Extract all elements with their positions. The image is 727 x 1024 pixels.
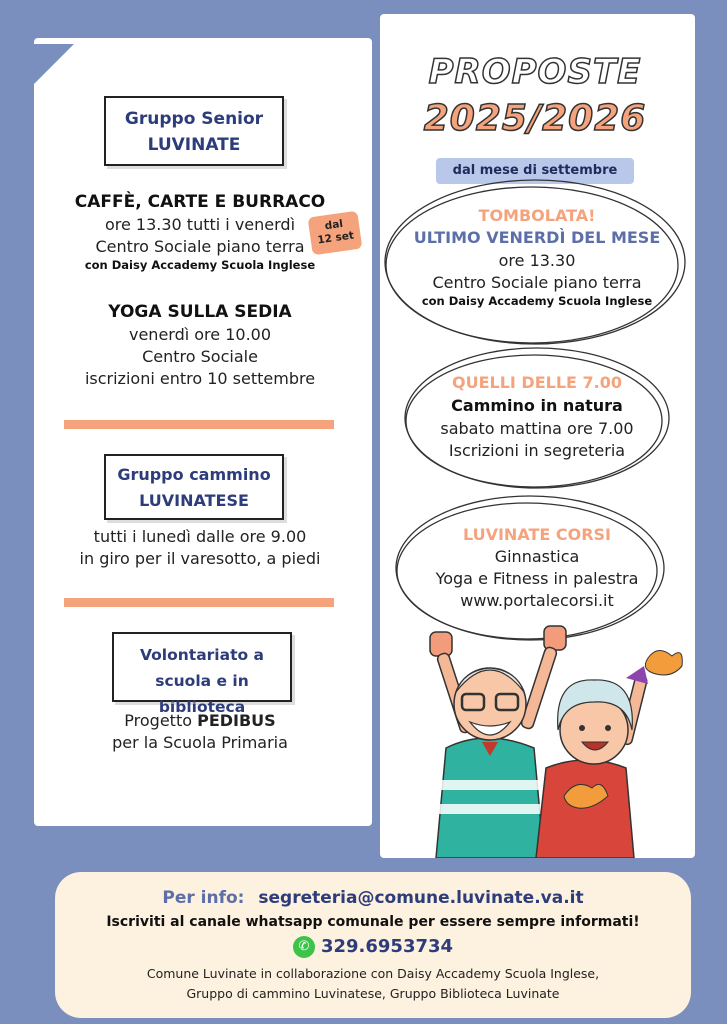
pedibus-line2: per la Scuola Primaria <box>112 733 288 752</box>
tombolata-time: ore 13.30 <box>498 251 576 270</box>
corsi-line2: Yoga e Fitness in palestra <box>435 569 639 588</box>
tombolata-place: Centro Sociale piano terra <box>432 273 642 292</box>
tombolata-partner: con Daisy Accademy Scuola Inglese <box>421 294 653 308</box>
senior-couple-illustration <box>386 618 686 858</box>
whatsapp-line: Iscriviti al canale whatsapp comunale per essere sempre informati! <box>106 914 640 930</box>
yoga-title: YOGA SULLA SEDIA <box>108 302 292 322</box>
headline-year: 2025/2026 <box>423 98 647 139</box>
yoga-registration: iscrizioni entro 10 settembre <box>84 369 316 388</box>
tombolata-title: TOMBOLATA! <box>478 206 596 225</box>
caffe-partner: con Daisy Accademy Scuola Inglese <box>84 258 316 272</box>
footer-email-line <box>55 888 691 908</box>
walking-place: in giro per il varesotto, a piedi <box>79 549 321 568</box>
quelli-section <box>384 372 690 462</box>
credits-line-1: Comune Luvinate in collaborazione con Daisy Accademy Scuola Inglese, <box>146 966 600 981</box>
corsi-title: LUVINATE CORSI <box>462 525 612 544</box>
badge-line1: dal <box>324 217 344 233</box>
quelli-time: sabato mattina ore 7.00 <box>440 419 634 438</box>
badge-line2: 12 set <box>316 229 355 247</box>
senior-box-line2: LUVINATE <box>147 135 241 155</box>
caffe-place: Centro Sociale piano terra <box>95 237 305 256</box>
date-pill: dal mese di settembre <box>436 158 634 184</box>
yoga-time: venerdì ore 10.00 <box>128 325 272 344</box>
tombolata-subtitle: ULTIMO VENERDÌ DEL MESE <box>413 228 661 247</box>
senior-woman-illustration <box>536 650 682 858</box>
quelli-registration: Iscrizioni in segreteria <box>448 441 626 460</box>
info-label: Per info: <box>162 888 245 908</box>
credits-line-2: Gruppo di cammino Luvinatese, Gruppo Biblioteca Luvinate <box>186 986 560 1001</box>
caffe-title: CAFFÈ, CARTE E BURRACO <box>74 192 326 212</box>
quelli-title: QUELLI DELLE 7.00 <box>451 373 622 392</box>
quelli-activity: Cammino in natura <box>451 396 623 415</box>
corsi-line1: Ginnastica <box>494 547 580 566</box>
phone-number[interactable]: 329.6953734 <box>320 936 454 957</box>
headline-proposte: PROPOSTE <box>428 52 642 92</box>
walking-box-line2: LUVINATESE <box>139 491 249 510</box>
walking-time: tutti i lunedì dalle ore 9.00 <box>93 527 307 546</box>
caffe-time: ore 13.30 tutti i venerdì <box>104 215 296 234</box>
walking-box-line1: Gruppo cammino <box>117 465 271 484</box>
tombolata-section <box>384 206 690 308</box>
corsi-website[interactable]: www.portalecorsi.it <box>460 591 614 610</box>
pedibus-prefix: Progetto <box>124 711 198 730</box>
volunteer-box-line2: scuola e in biblioteca <box>155 672 249 716</box>
senior-box-line1: Gruppo Senior <box>124 109 264 129</box>
email-link[interactable]: segreteria@comune.luvinate.va.it <box>258 888 584 908</box>
pedibus-bold: PEDIBUS <box>197 711 276 730</box>
volunteer-box-line1: Volontariato a <box>140 646 264 664</box>
phone-line <box>55 936 691 958</box>
whatsapp-icon: ✆ <box>293 936 315 958</box>
corsi-section <box>384 524 690 612</box>
yoga-place: Centro Sociale <box>142 347 258 366</box>
